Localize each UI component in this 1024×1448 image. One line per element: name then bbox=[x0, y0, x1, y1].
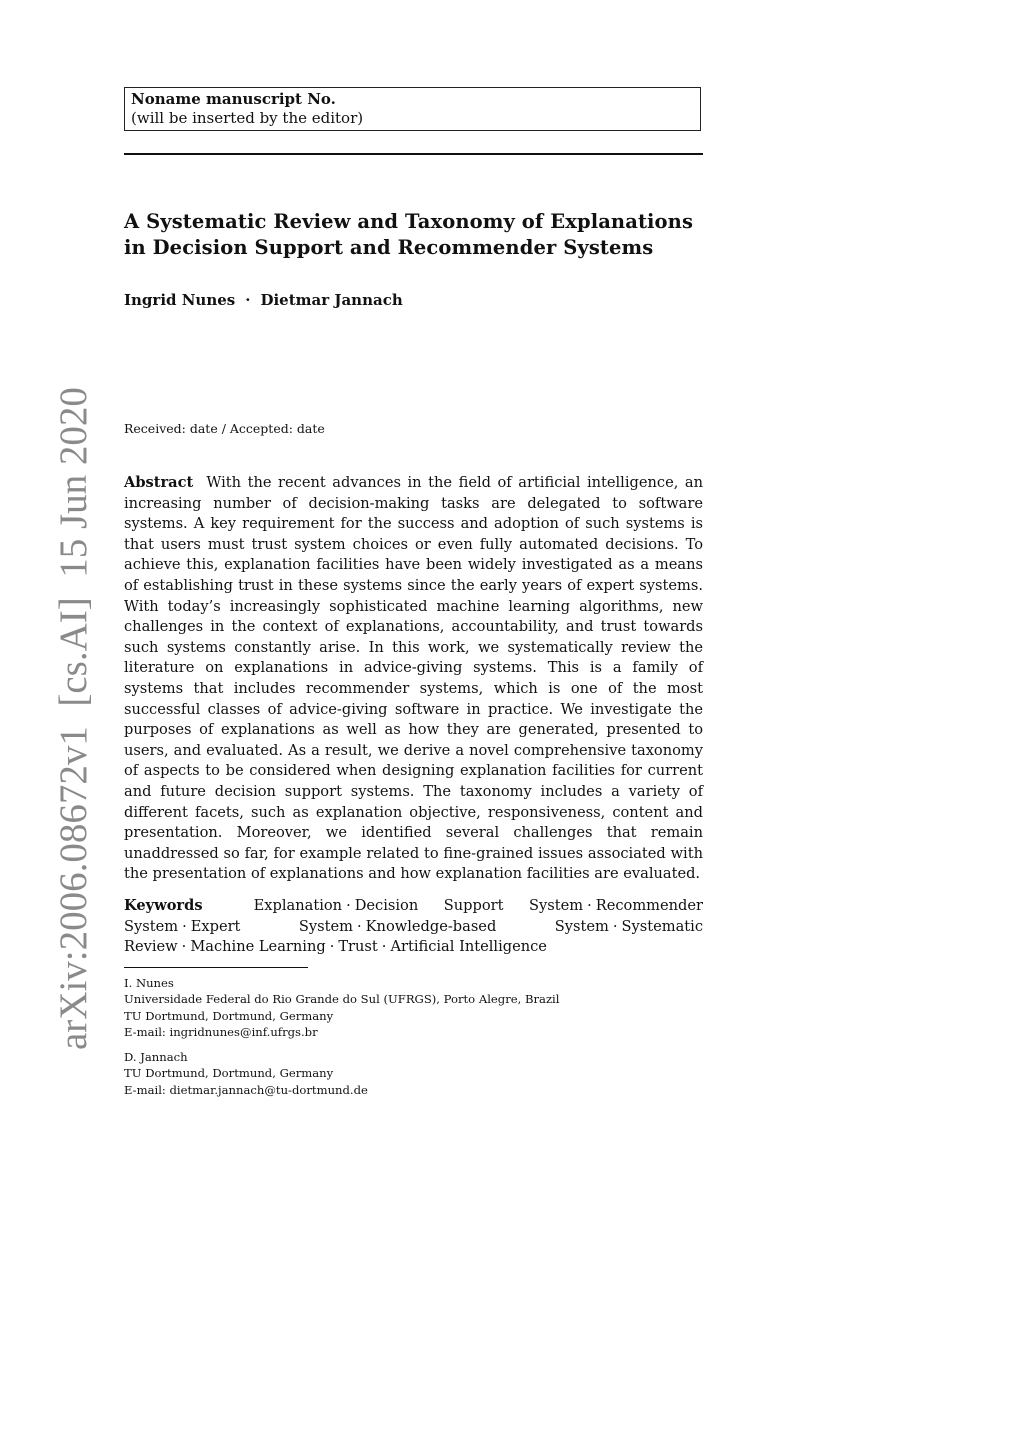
keyword-separator: · bbox=[587, 897, 592, 914]
keyword-separator: · bbox=[381, 938, 387, 956]
keyword: Trust bbox=[338, 938, 378, 956]
keywords bbox=[124, 896, 703, 958]
keyword-separator: · bbox=[181, 938, 187, 956]
affiliation-line: TU Dortmund, Dortmund, Germany bbox=[124, 1066, 334, 1081]
author-separator: · bbox=[245, 291, 251, 309]
keyword-separator: · bbox=[329, 938, 335, 956]
keyword: Systematic Review bbox=[124, 917, 703, 956]
affiliation-line: Universidade Federal do Rio Grande do Sul (UFRGS), Porto Alegre, Brazil bbox=[124, 992, 560, 1007]
title-line-2: in Decision Support and Recommender Systems bbox=[124, 236, 654, 259]
keyword: Recommender System bbox=[124, 897, 703, 935]
manuscript-number-box bbox=[124, 87, 701, 131]
author-name: Ingrid Nunes bbox=[124, 291, 236, 309]
editor-note: (will be inserted by the editor) bbox=[131, 109, 364, 127]
keyword: Explanation bbox=[253, 897, 343, 914]
header-rule bbox=[124, 153, 703, 155]
author-name: Dietmar Jannach bbox=[260, 291, 403, 309]
affiliation-line: TU Dortmund, Dortmund, Germany bbox=[124, 1008, 334, 1023]
affiliation-email: E-mail: ingridnunes@inf.ufrgs.br bbox=[124, 1024, 318, 1039]
keyword: Artificial Intelligence bbox=[390, 938, 547, 956]
paper-title bbox=[124, 209, 703, 261]
received-accepted-dates: Received: date / Accepted: date bbox=[124, 421, 325, 436]
abstract-text: With the recent advances in the field of artificial intelligence, an increasing number of decision-making tasks are delegated to software systems. A key requirement for the success and adoption of such systems is that users must trust system choices or even fully automated decisions. To achieve this, explanation facilities have been widely investigated as a means of establishing trust in these systems since the early years of expert systems. With today’s increasingly sophisticated machine learning algorithms, new challenges in the context of explanations, accountability, and trust towards such systems constantly arise. In this work, we systematically review the literature on explanations in advice-giving systems. This is a family of systems that includes recommender systems, which is one of the most successful classes of advice-giving software in practice. We investigate the purposes of explanations as well as how they are generated, presented to users, and evaluated. As a result, we derive a novel comprehensive taxonomy of aspects to be considered when designing explanation facilities for current and future decision support systems. The taxonomy includes a variety of different facets, such as explanation objective, responsiveness, content and presentation. Moreover, we identified several challenges that remain unaddressed so far, for example related to fine-grained issues associated with the presentation of explanations and how explanation facilities are evaluated. bbox=[124, 474, 703, 883]
affiliation-jannach bbox=[124, 1049, 703, 1098]
keyword-separator: · bbox=[346, 897, 351, 914]
keyword: Machine Learning bbox=[190, 938, 326, 956]
keyword: Expert System bbox=[190, 917, 353, 935]
keyword: Knowledge-based System bbox=[365, 917, 609, 935]
affiliation-name: D. Jannach bbox=[124, 1050, 188, 1064]
keywords-heading: Keywords bbox=[124, 897, 203, 914]
keyword: Decision Support System bbox=[354, 897, 584, 914]
affiliation-name: I. Nunes bbox=[124, 976, 174, 990]
manuscript-number-label: Noname manuscript No. bbox=[131, 90, 336, 108]
keyword-separator: · bbox=[357, 917, 362, 935]
abstract-heading: Abstract bbox=[124, 474, 194, 491]
author-list bbox=[124, 290, 703, 310]
title-line-1: A Systematic Review and Taxonomy of Explanations bbox=[124, 210, 694, 233]
keyword-separator: · bbox=[612, 917, 618, 935]
affiliation-email: E-mail: dietmar.jannach@tu-dortmund.de bbox=[124, 1082, 368, 1097]
keyword-separator: · bbox=[182, 917, 187, 935]
affiliation-nunes bbox=[124, 975, 703, 1040]
footnote-rule bbox=[124, 967, 308, 968]
abstract bbox=[124, 473, 703, 885]
arxiv-identifier-stamp: arXiv:2006.08672v1 [cs.AI] 15 Jun 2020 bbox=[52, 387, 95, 1050]
